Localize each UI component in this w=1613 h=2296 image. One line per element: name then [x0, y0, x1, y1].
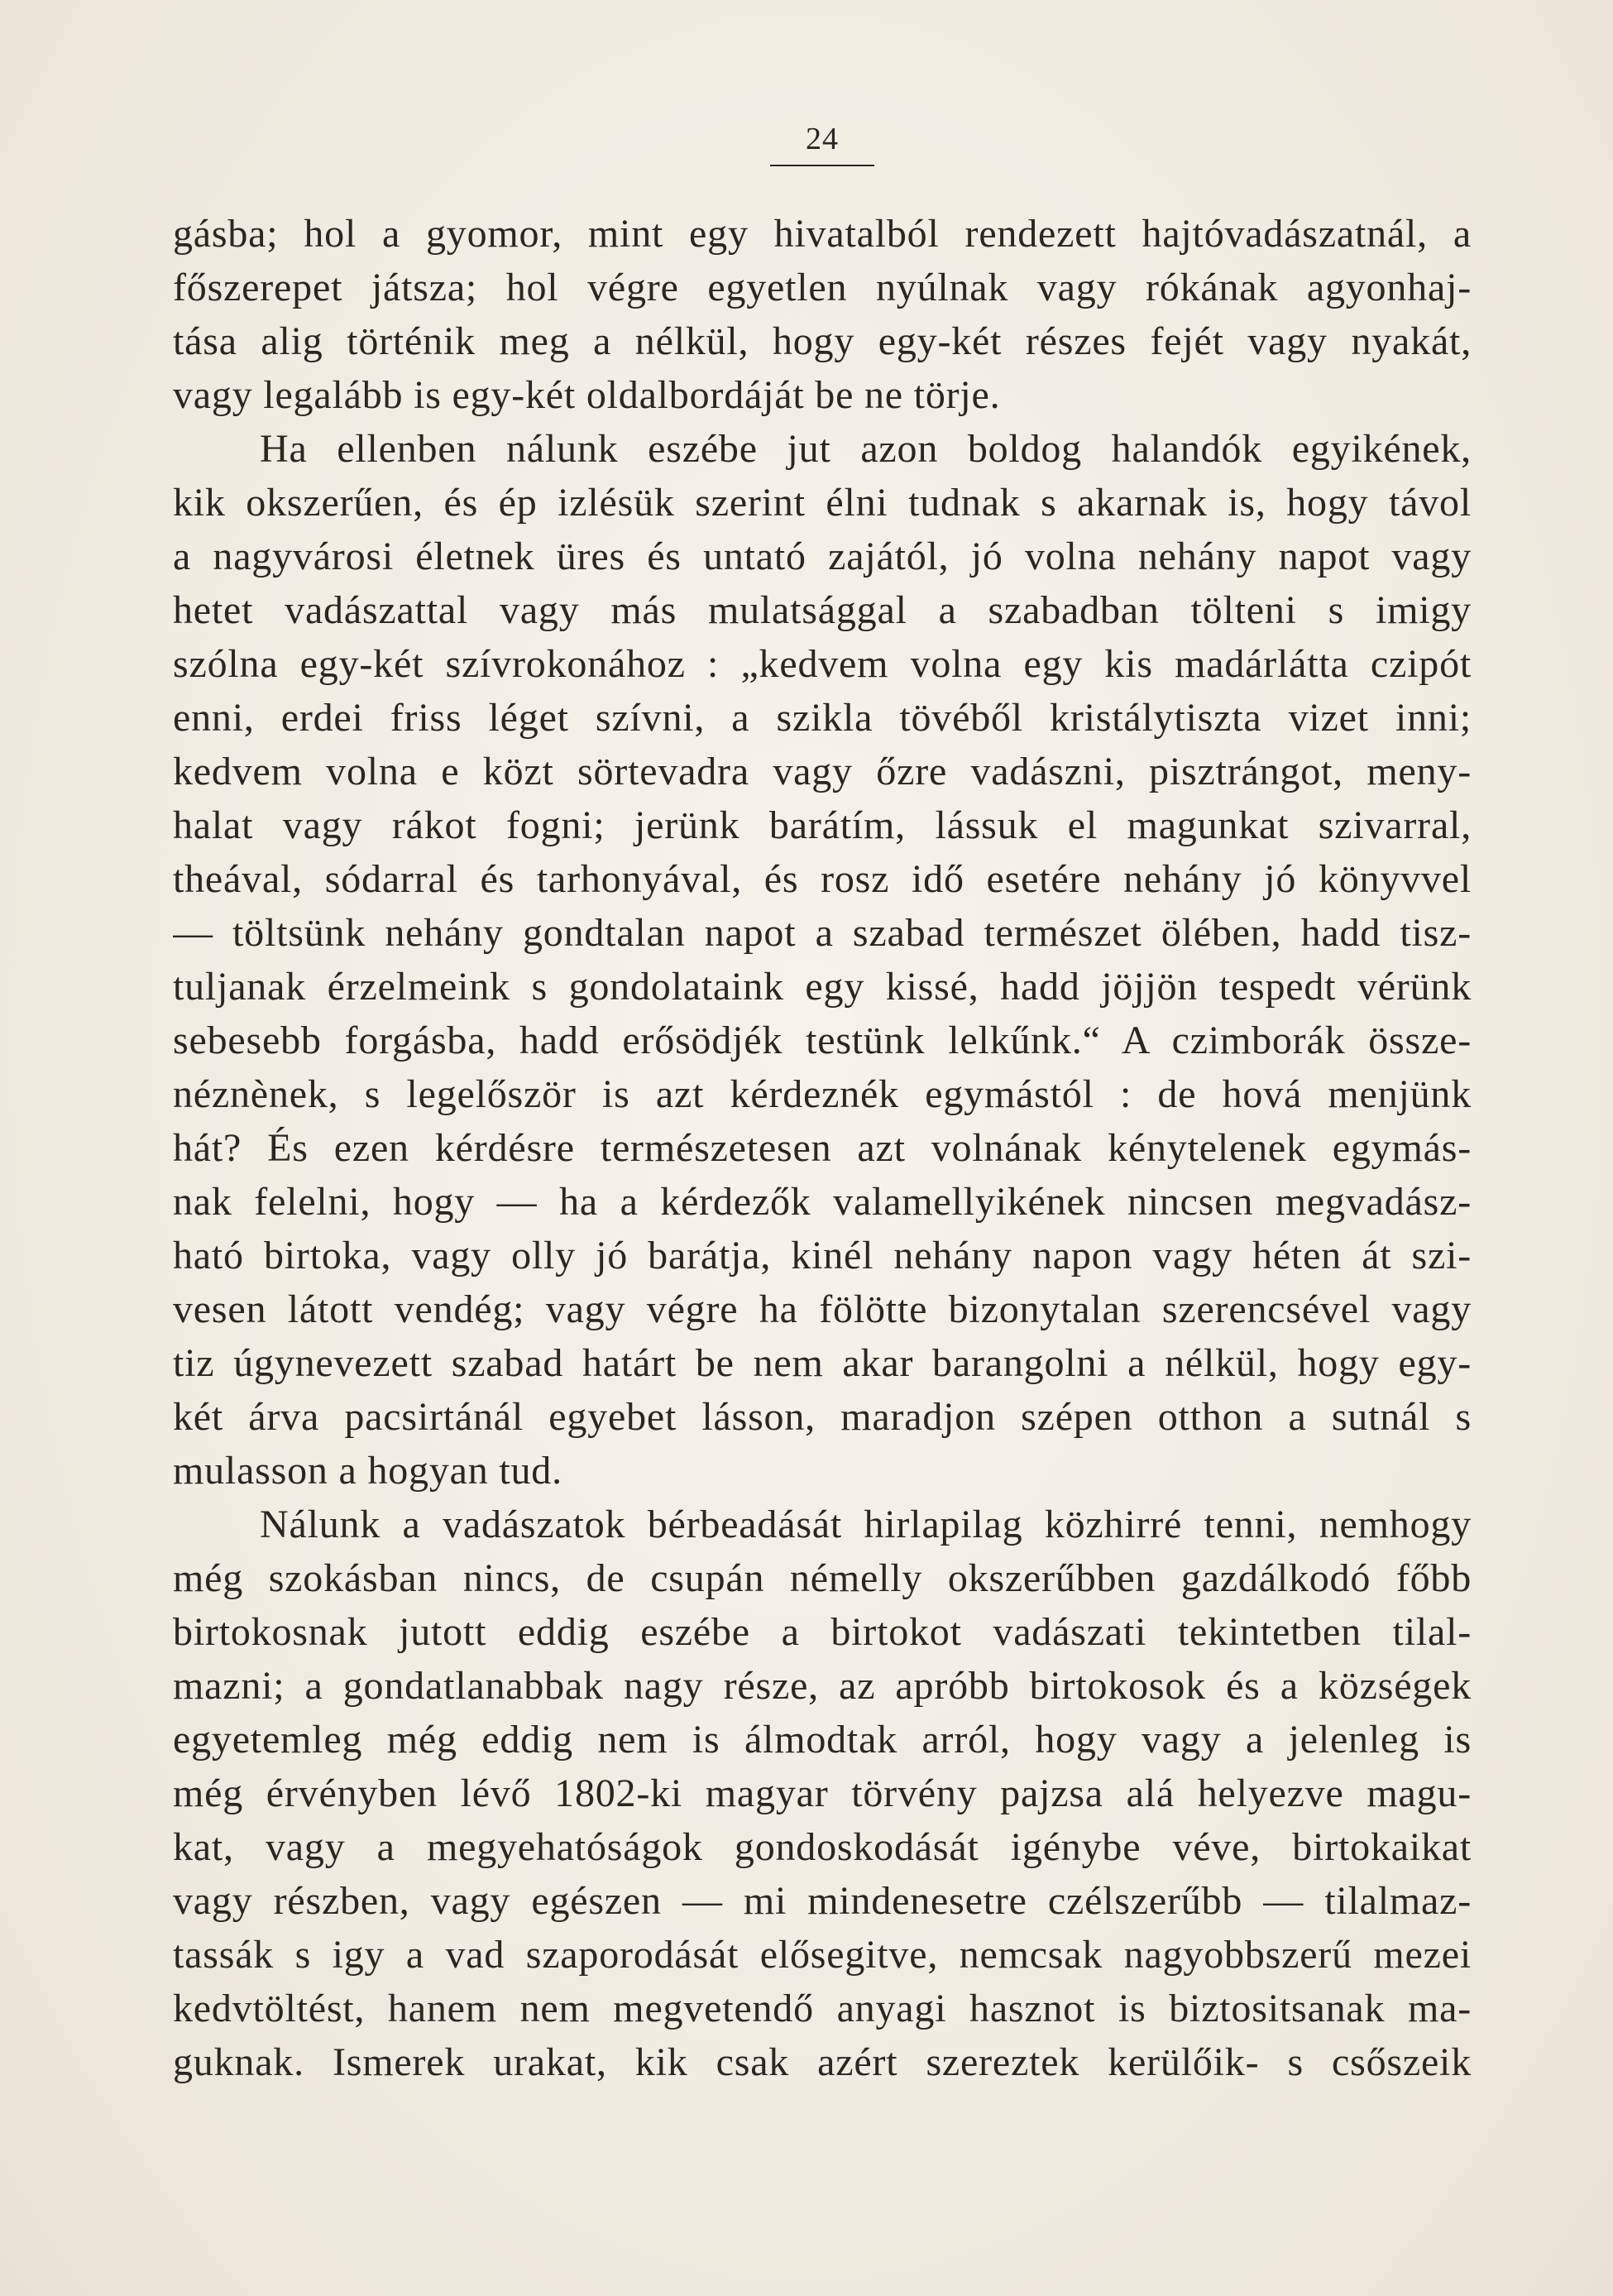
paragraph — [173, 1498, 1472, 2089]
text-line: egyetemleg még eddig nem is álmodtak arról, hogy vagy a jelenleg is — [173, 1718, 1472, 1762]
text-line: tassák s igy a vad szaporodását elősegitve, nemcsak nagyobbszerű mezei — [173, 1933, 1472, 1977]
text-line: még szokásban nincs, de csupán némelly okszerűbben gazdálkodó főbb — [173, 1556, 1472, 1600]
text-line: tása alig történik meg a nélkül, hogy egy-két részes fejét vagy nyakát, — [173, 319, 1472, 363]
text-line: tuljanak érzelmeink s gondolataink egy kissé, hadd jöjjön tespedt vérünk — [173, 965, 1472, 1009]
text-line: szólna egy-két szívrokonához : „kedvem volna egy kis madárlátta czipót — [173, 642, 1472, 686]
text-line: ható birtoka, vagy olly jó barátja, kinél nehány napon vagy héten át szi- — [173, 1234, 1472, 1277]
text-line: halat vagy rákot fogni; jerünk barátím, lássuk el magunkat szivarral, — [173, 803, 1472, 847]
body-text — [173, 207, 1472, 2089]
text-line: kat, vagy a megyehatóságok gondoskodását igénybe véve, birtokaikat — [173, 1825, 1472, 1869]
page-number-rule — [770, 165, 874, 166]
text-line: hát? És ezen kérdésre természetesen azt volnának kénytelenek egymás- — [173, 1126, 1472, 1170]
text-line: guknak. Ismerek urakat, kik csak azért szereztek kerülőik- s csőszeik — [173, 2040, 1472, 2084]
text-line: gásba; hol a gyomor, mint egy hivatalból rendezett hajtóvadászatnál, a — [173, 212, 1472, 256]
text-line: nak felelni, hogy — ha a kérdezők valamellyikének nincsen megvadász- — [173, 1180, 1472, 1224]
text-line: kedvtöltést, hanem nem megvetendő anyagi hasznot is biztositsanak ma- — [173, 1987, 1472, 2030]
text-line: — töltsünk nehány gondtalan napot a szabad természet ölében, hadd tisz- — [173, 911, 1472, 955]
text-line: vagy legalább is egy-két oldalbordáját be ne törje. — [173, 373, 1001, 417]
text-line: a nagyvárosi életnek üres és untató zajától, jó volna nehány napot vagy — [173, 534, 1472, 578]
text-line: főszerepet játsza; hol végre egyetlen nyúlnak vagy rókának agyonhaj- — [173, 266, 1472, 309]
text-line: Ha ellenben nálunk eszébe jut azon boldog halandók egyikének, — [260, 427, 1472, 471]
text-line: tiz úgynevezett szabad határt be nem akar barangolni a nélkül, hogy egy- — [173, 1341, 1472, 1385]
paragraph — [173, 422, 1472, 1498]
text-line: birtokosnak jutott eddig eszébe a birtokot vadászati tekintetben tilal- — [173, 1610, 1472, 1654]
paragraph — [173, 207, 1472, 422]
text-line: vagy részben, vagy egészen — mi mindenesetre czélszerűbb — tilalmaz- — [173, 1879, 1472, 1923]
text-line: theával, sódarral és tarhonyával, és rosz idő esetére nehány jó könyvvel — [173, 857, 1472, 901]
text-line: sebesebb forgásba, hadd erősödjék testünk lelkűnk.“ A czimborák össze- — [173, 1019, 1472, 1062]
text-line: néznènek, s legelőször is azt kérdeznék egymástól : de hová menjünk — [173, 1072, 1472, 1116]
text-line: mulasson a hogyan tud. — [173, 1449, 562, 1493]
text-line: két árva pacsirtánál egyebet lásson, maradjon szépen otthon a sutnál s — [173, 1395, 1472, 1439]
text-line: Nálunk a vadászatok bérbeadását hirlapilag közhirré tenni, nemhogy — [260, 1503, 1472, 1546]
text-line: hetet vadászattal vagy más mulatsággal a szabadban tölteni s imigy — [173, 588, 1472, 632]
text-line: még érvényben lévő 1802-ki magyar törvény pajzsa alá helyezve magu- — [173, 1771, 1472, 1815]
text-line: kedvem volna e közt sörtevadra vagy őzre vadászni, pisztrángot, meny- — [173, 750, 1472, 793]
text-line: mazni; a gondatlanabbak nagy része, az apróbb birtokosok és a községek — [173, 1664, 1472, 1708]
page-number: 24 — [806, 122, 839, 156]
text-line: vesen látott vendég; vagy végre ha fölötte bizonytalan szerencsével vagy — [173, 1287, 1472, 1331]
text-line: kik okszerűen, és ép izlésük szerint élni tudnak s akarnak is, hogy távol — [173, 481, 1472, 525]
text-line: enni, erdei friss léget szívni, a szikla tövéből kristálytiszta vizet inni; — [173, 696, 1472, 740]
